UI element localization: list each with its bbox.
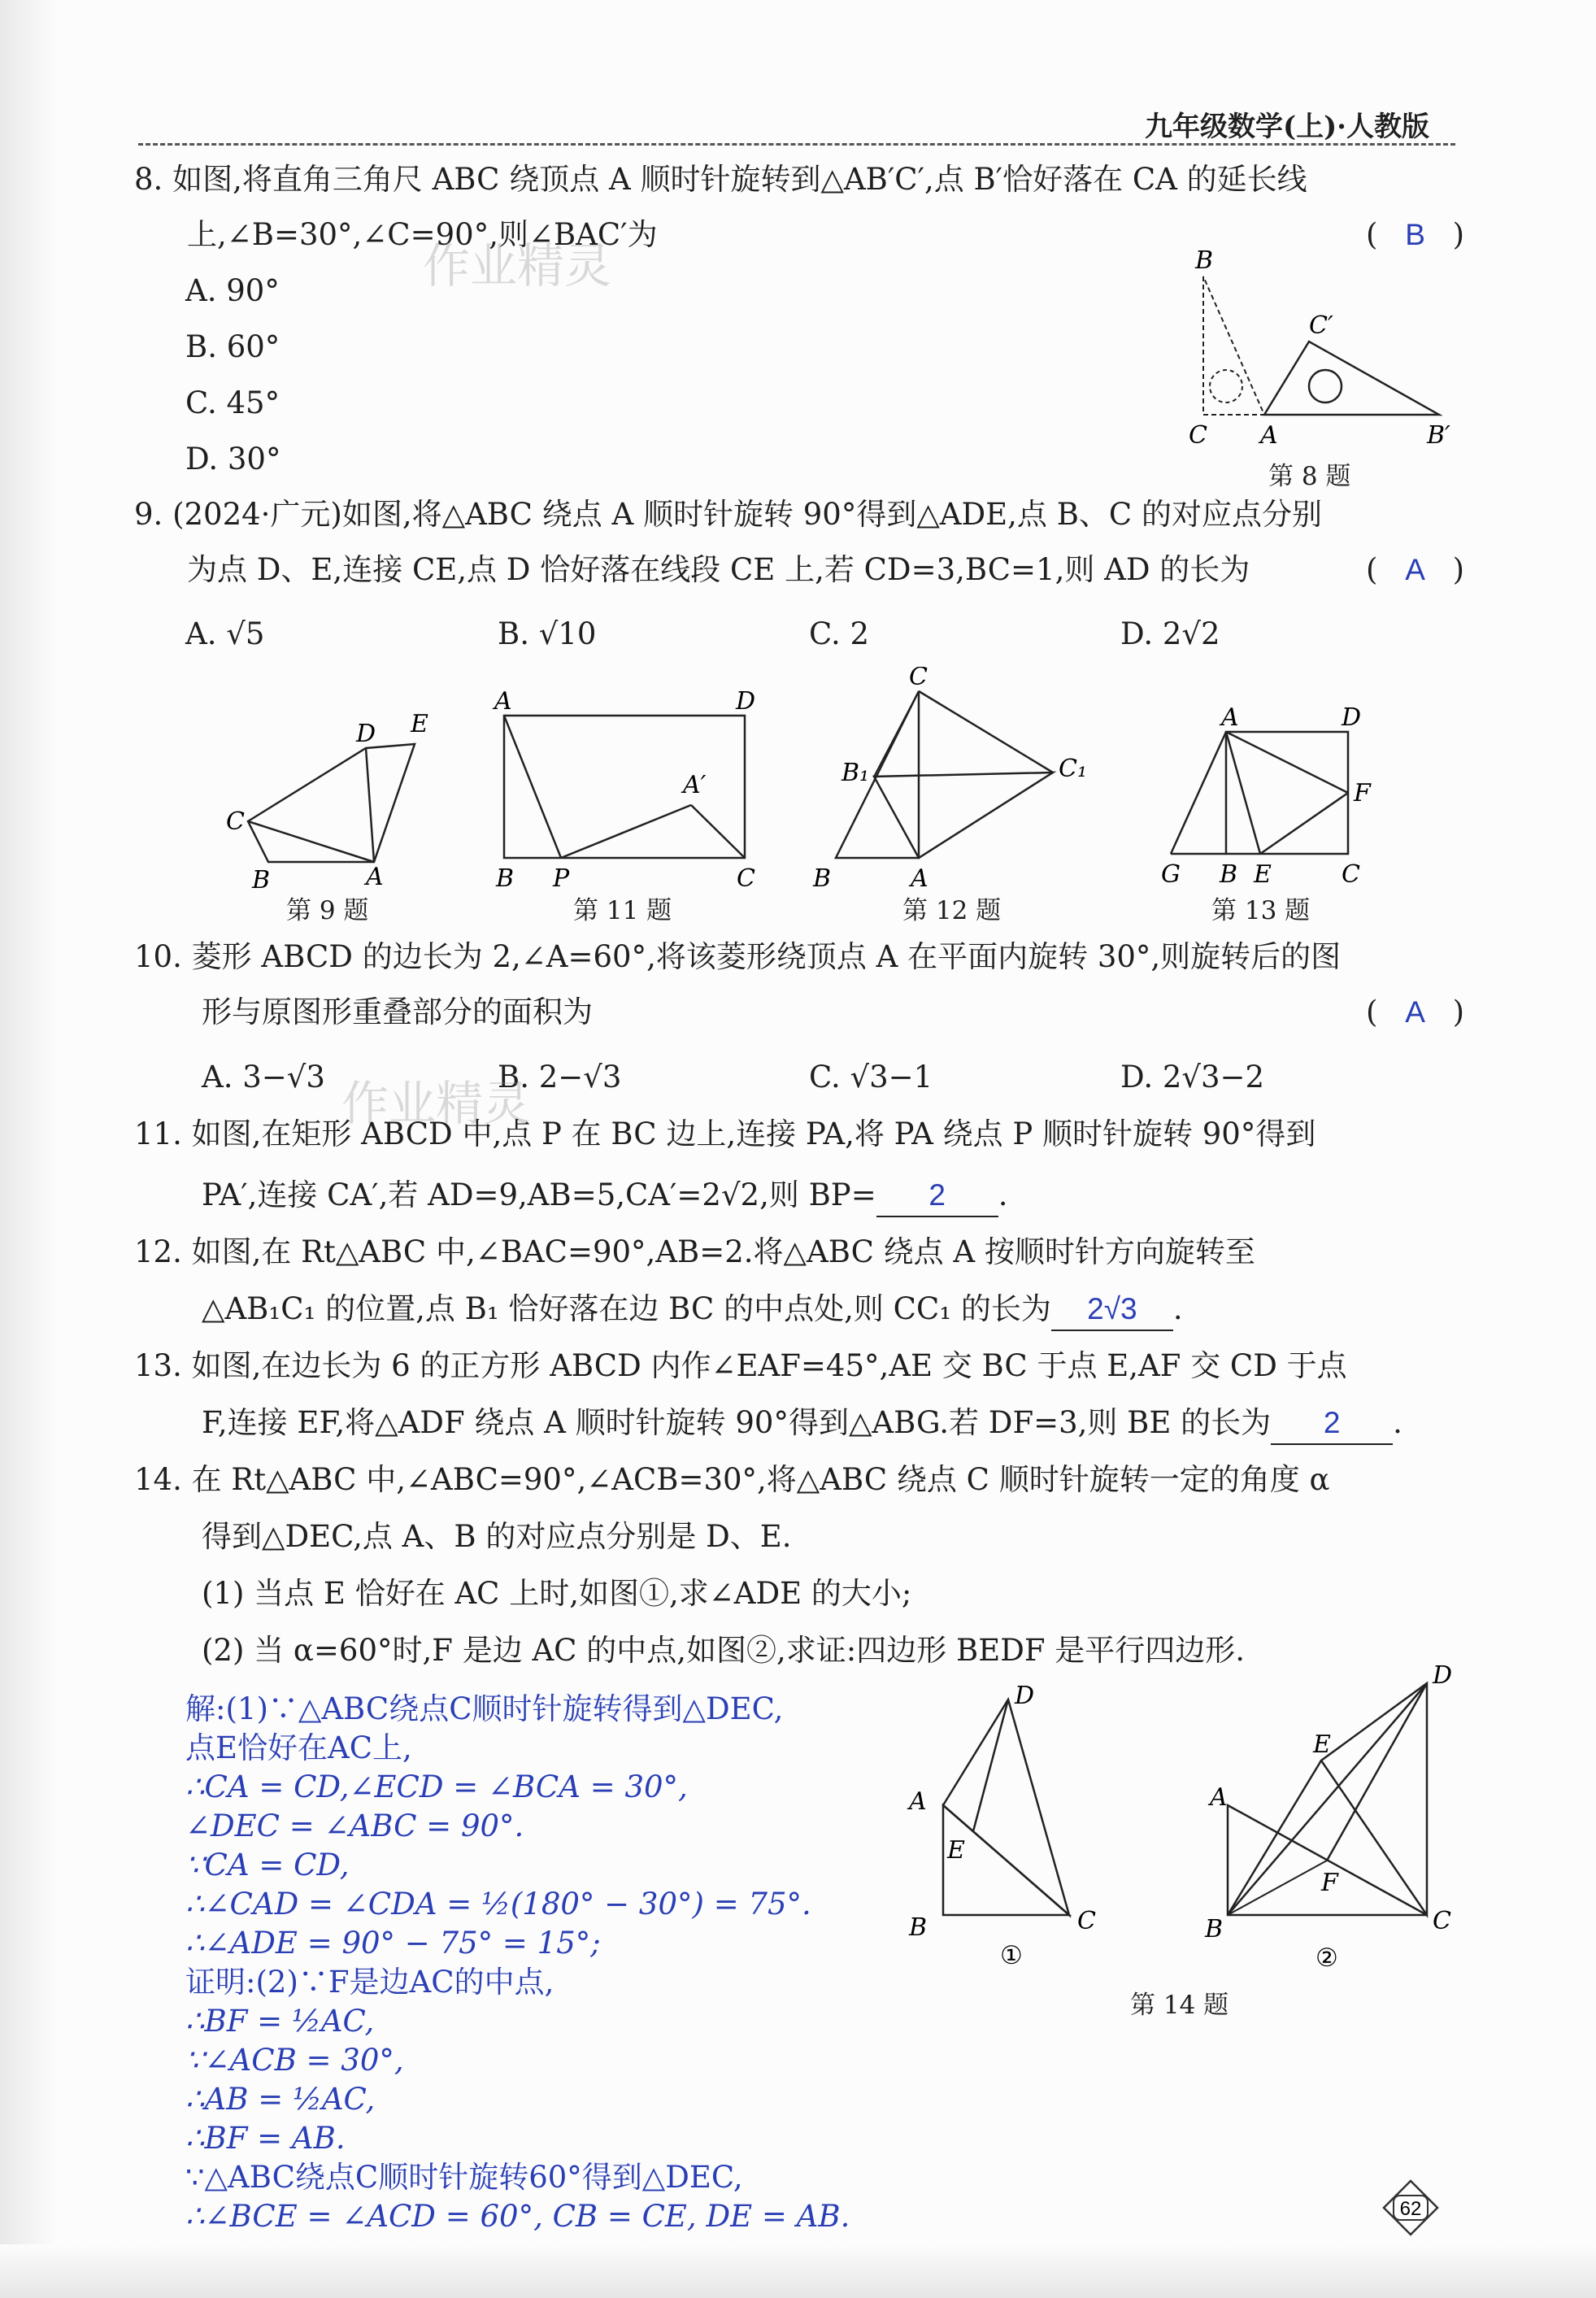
page-shadow-left [0, 0, 57, 2298]
label-a: A [1260, 421, 1278, 450]
q9-answer-paren [1366, 550, 1465, 590]
label-c: C [226, 807, 245, 836]
label-d: D [1433, 1661, 1453, 1690]
paren-open: ( [1366, 217, 1378, 252]
watermark-2: 作业精灵 [341, 1076, 531, 1131]
figure-12 [805, 667, 1098, 894]
label-b1: B₁ [841, 759, 870, 787]
label-d: D [1342, 703, 1362, 732]
q8-option-c: C. 45° [185, 385, 280, 420]
solution-line: ∵∠ACB = 30°, [185, 2043, 404, 2078]
q9-option-b: B. √10 [498, 616, 597, 651]
solution-line: ∴∠ADE = 90° − 75° = 15°; [185, 1926, 601, 1961]
q9-option-a: A. √5 [185, 616, 265, 651]
segment-pa-prime [561, 805, 691, 858]
figure-14-2 [1195, 1651, 1463, 1976]
q10-line1: 10. 菱形 ABCD 的边长为 2,∠A=60°,将该菱形绕顶点 A 在平面内旋转 30°,则旋转后的图 [134, 939, 1342, 974]
label-d: D [736, 687, 756, 716]
label-e: E [1254, 860, 1272, 889]
segment-ef [1260, 793, 1348, 854]
segment-ca [248, 821, 374, 862]
label-c: C [1189, 421, 1207, 450]
hole-dashed [1210, 370, 1242, 403]
q9-option-d: D. 2√2 [1120, 616, 1220, 651]
header-title: 九年级数学(上)·人教版 [1145, 111, 1430, 143]
hole [1309, 370, 1342, 403]
figure-14-1 [894, 1675, 1138, 1976]
period: . [998, 1177, 1008, 1212]
q9-line2: 为点 D、E,连接 CE,点 D 恰好落在线段 CE 上,若 CD=3,BC=1,则 AD 的长为 [187, 552, 1250, 587]
q14-line2: 得到△DEC,点 A、B 的对应点分别是 D、E. [202, 1519, 792, 1554]
q13-line2 [202, 1403, 1402, 1445]
figure-number-1: ① [1000, 1941, 1023, 1970]
segment-cc1 [919, 691, 1053, 773]
label-g: G [1161, 860, 1181, 889]
q10-answer-paren [1366, 992, 1465, 1033]
solution-line: ∴∠BCE = ∠ACD = 60°, CB = CE, DE = AB. [185, 2199, 850, 2234]
figure-13 [1146, 699, 1423, 894]
q8-caption: 第 8 题 [1268, 462, 1351, 491]
label-c: C [737, 864, 755, 893]
figure-11 [488, 683, 764, 894]
label-b: B [909, 1913, 928, 1942]
solution-line: ∴AB = ½AC, [185, 2082, 376, 2117]
solution-line: 证明:(2)∵F是边AC的中点, [185, 1965, 554, 2000]
segment-fd [1327, 1683, 1427, 1861]
segment-da [366, 748, 374, 862]
q10-option-a: A. 3−√3 [202, 1060, 325, 1095]
label-a: A [1210, 1783, 1228, 1812]
q10-line2: 形与原图形重叠部分的面积为 [202, 994, 593, 1029]
q14-caption: 第 14 题 [1130, 1991, 1229, 2020]
label-b: B [1220, 860, 1238, 889]
label-f: F [1321, 1869, 1338, 1897]
q12-line2 [202, 1289, 1183, 1331]
q8-option-b: B. 60° [185, 329, 280, 364]
page-number: 62 [1399, 2198, 1422, 2220]
q8-answer: B [1405, 218, 1425, 251]
label-c-prime: C′ [1309, 311, 1333, 340]
figure-8 [1171, 244, 1463, 488]
q10-answer: A [1405, 995, 1425, 1029]
solution-line: ∵△ABC绕点C顺时针旋转60°得到△DEC, [185, 2160, 743, 2195]
solution-line: ∴BF = AB. [185, 2121, 346, 2156]
label-a-prime: A′ [683, 771, 707, 799]
header-divider [138, 143, 1455, 146]
label-c: C [1342, 860, 1360, 889]
period: . [1172, 1291, 1183, 1326]
q12-line1: 12. 如图,在 Rt△ABC 中,∠BAC=90°,AB=2.将△ABC 绕点 A 按顺时针方向旋转至 [134, 1234, 1255, 1269]
q13-answer-blank: 2 [1271, 1403, 1393, 1445]
solution-line: ∴CA = CD,∠ECD = ∠BCA = 30°, [185, 1769, 688, 1804]
q13-line1: 13. 如图,在边长为 6 的正方形 ABCD 内作∠EAF=45°,AE 交 BC 于点 E,AF 交 CD 于点 [134, 1348, 1347, 1383]
q10-option-c: C. √3−1 [809, 1060, 933, 1095]
q11-line1: 11. 如图,在矩形 ABCD 中,点 P 在 BC 边上,连接 PA,将 PA 绕点 P 顺时针旋转 90°得到 [134, 1116, 1316, 1151]
label-b: B [496, 864, 515, 893]
solution-line: 解:(1)∵△ABC绕点C顺时针旋转得到△DEC, [185, 1691, 784, 1726]
solution-line: ∴BF = ½AC, [185, 2004, 375, 2039]
q9-line1: 9. (2024·广元)如图,将△ABC 绕点 A 顺时针旋转 90°得到△ADE,点 B、C 的对应点分别 [134, 497, 1322, 532]
q9-caption: 第 9 题 [286, 896, 369, 925]
segment-ag [1171, 732, 1226, 854]
fig11-caption: 第 11 题 [573, 896, 672, 925]
q12-answer-blank: 2√3 [1051, 1289, 1173, 1331]
label-b: B [1205, 1915, 1224, 1943]
triangle-ab1c1 [874, 773, 1053, 858]
q8-option-d: D. 30° [185, 442, 281, 477]
q14-part2: (2) 当 α=60°时,F 是边 AC 的中点,如图②,求证:四边形 BEDF 是平行四边形. [202, 1633, 1246, 1668]
q9-answer: A [1405, 553, 1425, 586]
label-e: E [411, 710, 428, 738]
solution-line: 点E恰好在AC上, [185, 1730, 412, 1765]
label-d: D [1015, 1682, 1035, 1710]
label-c: C [1433, 1907, 1451, 1935]
q11-answer-blank: 2 [876, 1175, 998, 1217]
label-b: B [813, 864, 832, 893]
q8-line2: 上,∠B=30°,∠C=90°,则∠BAC′为 [187, 217, 658, 252]
segment-ca-prime [691, 805, 745, 858]
solution-line: ∵CA = CD, [185, 1848, 350, 1882]
page-number-badge [1382, 2179, 1439, 2236]
label-e: E [1313, 1730, 1331, 1759]
figure-9-outline [248, 744, 415, 862]
q10-option-d: D. 2√3−2 [1120, 1060, 1265, 1095]
label-p: P [553, 864, 570, 893]
segment-be [1228, 1760, 1321, 1915]
page-shadow-bottom [0, 2244, 1596, 2298]
q10-option-b: B. 2−√3 [498, 1060, 622, 1095]
label-b: B [252, 866, 271, 894]
paren-close: ) [1452, 994, 1465, 1029]
segment-af [1226, 732, 1348, 793]
segment-pa [504, 716, 561, 858]
period: . [1393, 1405, 1402, 1440]
solution-line: ∠DEC = ∠ABC = 90°. [185, 1808, 524, 1843]
label-a: A [494, 687, 512, 716]
label-a: A [1221, 703, 1239, 732]
segment-de [973, 1700, 1008, 1831]
label-b-prime: B′ [1427, 421, 1450, 450]
label-b: B [1195, 246, 1214, 275]
solution-line: ∴∠CAD = ∠CDA = ½(180° − 30°) = 75°. [185, 1887, 811, 1922]
label-e: E [947, 1836, 965, 1865]
segment-bf [1228, 1861, 1327, 1915]
label-d: D [356, 720, 376, 748]
label-a: A [911, 864, 928, 893]
rectangle-abcd [504, 716, 745, 858]
triangle-abc-dashed [1203, 276, 1264, 415]
paren-close: ) [1452, 217, 1465, 252]
segment-ae [1226, 732, 1260, 854]
triangle-ab1c1 [1264, 342, 1439, 415]
paren-open: ( [1366, 994, 1378, 1029]
fig13-caption: 第 13 题 [1211, 896, 1311, 925]
fig12-caption: 第 12 题 [902, 896, 1002, 925]
segment-b1c [874, 691, 919, 777]
label-a: A [909, 1787, 927, 1816]
label-c: C [909, 667, 928, 691]
triangle-acd [943, 1700, 1069, 1915]
paren-open: ( [1366, 552, 1378, 587]
solution [185, 1690, 850, 2236]
label-a: A [366, 863, 384, 891]
q13-line2-text: F,连接 EF,将△ADF 绕点 A 顺时针旋转 90°得到△ABG.若 DF=3,则 BE 的长为 [202, 1405, 1272, 1440]
q9-option-c: C. 2 [809, 616, 870, 651]
q11-line2 [202, 1175, 1007, 1217]
q8-line1: 8. 如图,将直角三角尺 ABC 绕顶点 A 顺时针旋转到△AB′C′,点 B′恰好落在 CA 的延长线 [134, 162, 1307, 197]
figure-9 [220, 707, 447, 894]
label-c: C [1077, 1907, 1096, 1935]
label-f: F [1354, 779, 1371, 807]
q14-line1: 14. 在 Rt△ABC 中,∠ABC=90°,∠ACB=30°,将△ABC 绕点 C 顺时针旋转一定的角度 α [134, 1462, 1330, 1497]
q11-line2-text: PA′,连接 CA′,若 AD=9,AB=5,CA′=2√2,则 BP= [202, 1177, 876, 1212]
q12-line2-text: △AB₁C₁ 的位置,点 B₁ 恰好落在边 BC 的中点处,则 CC₁ 的长为 [202, 1291, 1051, 1326]
paren-close: ) [1452, 552, 1465, 587]
figure-number-2: ② [1316, 1943, 1338, 1973]
watermark: 作业精灵 [423, 238, 612, 294]
q8-option-a: A. 90° [185, 273, 280, 308]
label-c1: C₁ [1059, 755, 1087, 783]
q14-part1: (1) 当点 E 恰好在 AC 上时,如图①,求∠ADE 的大小; [202, 1576, 912, 1611]
